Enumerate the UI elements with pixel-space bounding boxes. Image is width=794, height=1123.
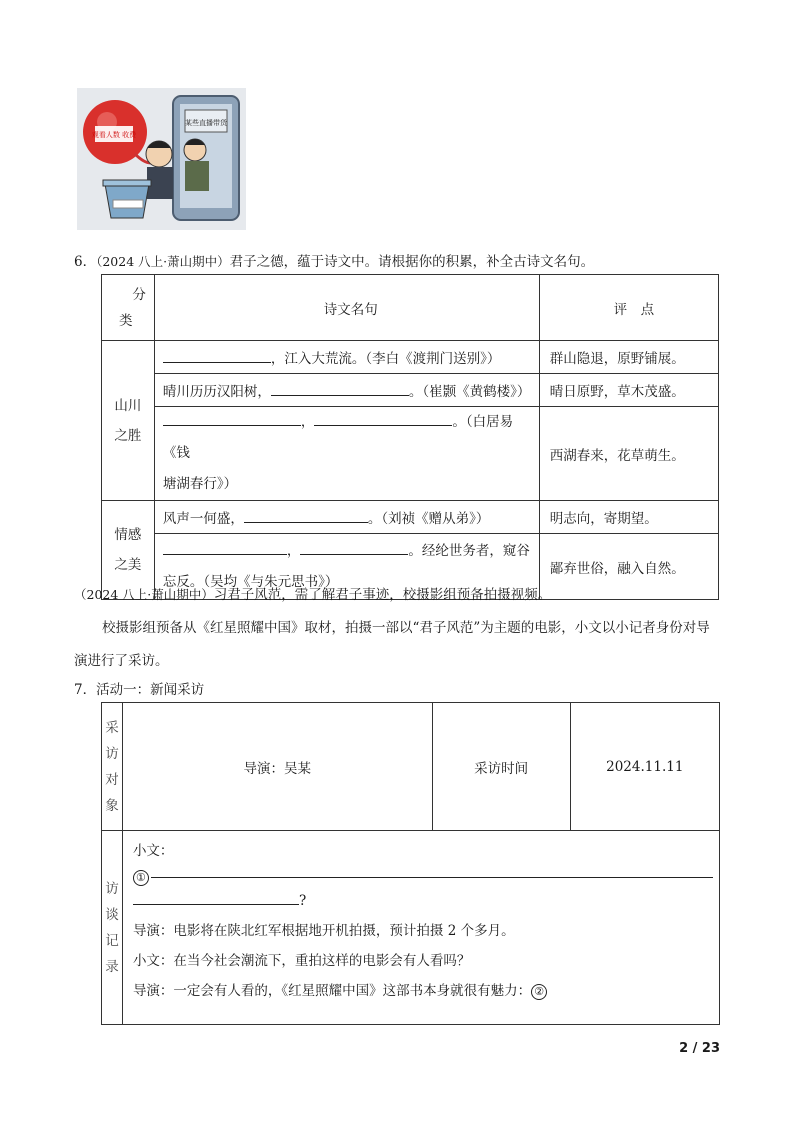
time-label: 采访时间: [432, 703, 570, 831]
source-tag: （2024 八上·萧山期中）: [74, 587, 214, 602]
table-row: [102, 501, 719, 534]
question-1-line: [133, 863, 713, 886]
interview-table: [101, 702, 720, 1025]
poetry-table: [101, 274, 719, 600]
question-1-line-end: ?: [133, 886, 713, 916]
director-name: 导演：吴某: [122, 703, 432, 831]
comment-cell: 西湖春来，花草萌生。: [539, 407, 718, 501]
answer-blank[interactable]: [163, 540, 287, 555]
poem-line: 风声一何盛， 。（刘祯《赠从弟》）: [154, 501, 539, 534]
intro-line: （2024 八上·萧山期中）习君子风范，需了解君子事迹，校摄影组预备拍摄视频。: [74, 587, 552, 603]
header-comment: 评 点: [539, 275, 718, 341]
comment-cell: 群山隐退，原野铺展。: [539, 341, 718, 374]
table-row: [102, 374, 719, 407]
answer-blank[interactable]: [163, 411, 301, 426]
screen-text: 某些直播带货: [185, 119, 227, 127]
table-row: [102, 407, 719, 501]
header-poem: 诗文名句: [154, 275, 539, 341]
interview-record-row: [102, 831, 720, 1025]
table-header-row: [102, 275, 719, 341]
answer-blank[interactable]: [163, 348, 271, 363]
category-mountains: 山川 之胜: [102, 341, 155, 501]
source-tag: （2024 八上·萧山期中）: [96, 254, 230, 269]
answer-blank[interactable]: [133, 890, 299, 905]
interview-info-row: [102, 703, 720, 831]
question-text: 君子之德，蕴于诗文中。请根据你的积累，补全古诗文名句。: [229, 254, 595, 270]
question-text: 活动一：新闻采访: [96, 682, 205, 698]
comment-cell: 鄙弃世俗，融入自然。: [539, 534, 718, 600]
question-6: [74, 250, 594, 270]
circle-number-2: ②: [531, 984, 547, 1000]
table-row: [102, 341, 719, 374]
intro-paragraph: 校摄影组预备从《红星照耀中国》取材，拍摄一部以“君子风范”为主题的电影，小文以小记者身份对导演进行了采访。: [74, 620, 710, 669]
time-value: 2024.11.11: [570, 703, 719, 831]
answer-blank[interactable]: [300, 540, 408, 555]
xiaowen-label: 小文：: [132, 843, 174, 859]
comment-cell: 明志向，寄期望。: [539, 501, 718, 534]
poem-line: ，江入大荒流。（李白《渡荆门送别》）: [154, 341, 539, 374]
cartoon-illustration: [77, 88, 246, 230]
xiaowen-question-2: 小文：在当今社会潮流下，重拍这样的电影会有人看吗？: [132, 953, 471, 969]
label-interview-record: 访 谈 记 录: [102, 831, 123, 1025]
bubble-text: 观看人数 收费: [91, 131, 137, 139]
answer-blank[interactable]: [151, 863, 713, 878]
poem-line: ， 。经纶世务者，窥谷 忘反。（吴均《与朱元思书》）: [154, 534, 539, 600]
answer-blank[interactable]: [314, 411, 452, 426]
answer-blank[interactable]: [271, 381, 409, 396]
director-answer-2: 导演：一定会有人看的，《红星照耀中国》这部书本身就很有魅力： ②: [133, 976, 713, 1006]
poem-line: ， 。（白居易《钱 塘湖春行》）: [154, 407, 539, 501]
answer-blank[interactable]: [244, 508, 368, 523]
director-answer-1: 导演：电影将在陕北红军根据地开机拍摄，预计拍摄 2 个多月。: [132, 923, 515, 939]
interview-record: [122, 831, 719, 1025]
category-emotions: 情感 之美: [102, 501, 155, 600]
header-category: 分 类: [102, 275, 155, 341]
circle-number-1: ①: [133, 870, 149, 886]
question-number: 6．: [74, 254, 97, 270]
question-number: 7．: [74, 682, 97, 698]
question-7: [74, 678, 204, 698]
page-number: 2 / 23: [679, 1041, 720, 1056]
comment-cell: 晴日原野，草木茂盛。: [539, 374, 718, 407]
label-interview-object: 采 访 对 象: [102, 703, 123, 831]
poem-line: 晴川历历汉阳树， 。（崔颢《黄鹤楼》）: [154, 374, 539, 407]
